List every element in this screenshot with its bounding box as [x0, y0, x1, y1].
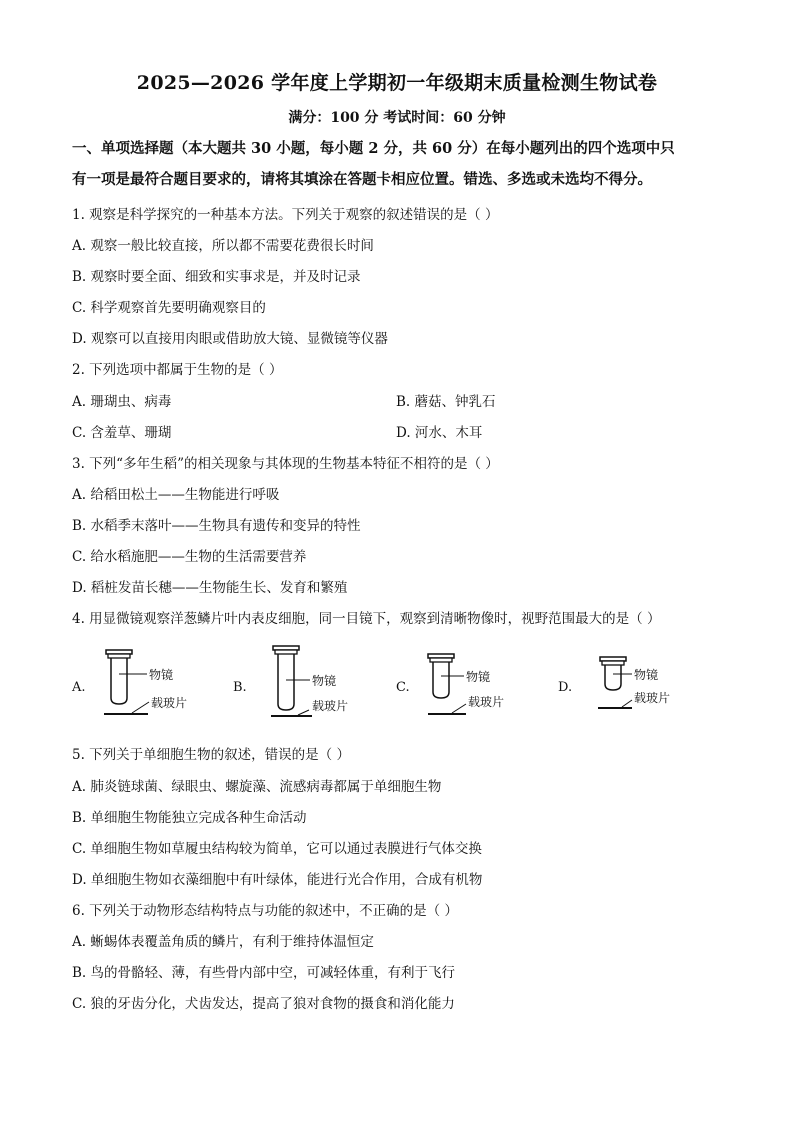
- figure-d-objective-label: 物镜: [634, 668, 659, 682]
- exam-title: 2025—2026 学年度上学期初一年级期末质量检测生物试卷: [136, 72, 658, 94]
- question-5-option-c: C. 单细胞生物如草履虫结构较为简单，它可以通过表膜进行气体交换: [72, 841, 482, 857]
- question-6-option-c: C. 狼的牙齿分化，犬齿发达，提高了狼对食物的摄食和消化能力: [72, 996, 455, 1012]
- question-2-option-d: D. 河水、木耳: [396, 425, 483, 441]
- question-6-stem: 6. 下列关于动物形态结构特点与功能的叙述中，不正确的是（ ）: [72, 903, 458, 919]
- microscope-objective-figure: [66, 640, 706, 725]
- figure-option-b-letter: B.: [233, 680, 247, 695]
- question-1-stem: 1. 观察是科学探究的一种基本方法。下列关于观察的叙述错误的是（ ）: [72, 207, 499, 223]
- question-2-stem: 2. 下列选项中都属于生物的是（ ）: [72, 362, 283, 378]
- question-4-stem: 4. 用显微镜观察洋葱鳞片叶内表皮细胞，同一目镜下，观察到清晰物像时，视野范围最大的是（ ）: [72, 611, 661, 627]
- figure-option-d: [558, 657, 670, 708]
- figure-b-objective-label: 物镜: [312, 674, 337, 688]
- section-heading-line1: 一、单项选择题（本大题共 30 小题，每小题 2 分，共 60 分）在每小题列出的四个选项中只: [72, 140, 675, 157]
- question-3-option-d: D. 稻桩发苗长穗——生物能生长、发育和繁殖: [72, 580, 348, 596]
- question-1-option-d: D. 观察可以直接用肉眼或借助放大镜、显微镜等仪器: [72, 331, 388, 347]
- question-2-option-a: A. 珊瑚虫、病毒: [72, 394, 172, 410]
- question-3-option-c: C. 给水稻施肥——生物的生活需要营养: [72, 549, 307, 565]
- figure-option-c-letter: C.: [396, 680, 410, 695]
- question-1-option-c: C. 科学观察首先要明确观察目的: [72, 300, 266, 316]
- figure-option-a: [71, 650, 187, 714]
- question-1-option-b: B. 观察时要全面、细致和实事求是，并及时记录: [72, 269, 361, 285]
- figure-d-slide-label: 载玻片: [634, 691, 671, 705]
- figure-option-d-letter: D.: [558, 680, 573, 695]
- exam-subtitle: 满分：100 分 考试时间：60 分钟: [288, 110, 506, 126]
- figure-option-a-letter: A.: [72, 680, 86, 695]
- figure-a-objective-label: 物镜: [149, 668, 174, 682]
- question-1-option-a: A. 观察一般比较直接，所以都不需要花费很长时间: [72, 238, 374, 254]
- figure-a-slide-label: 载玻片: [151, 696, 188, 710]
- figure-c-objective-label: 物镜: [466, 670, 491, 684]
- question-5-option-a: A. 肺炎链球菌、绿眼虫、螺旋藻、流感病毒都属于单细胞生物: [72, 779, 442, 795]
- figure-option-b: [233, 646, 348, 716]
- question-3-option-a: A. 给稻田松土——生物能进行呼吸: [72, 487, 280, 503]
- question-5-stem: 5. 下列关于单细胞生物的叙述，错误的是（ ）: [72, 747, 350, 763]
- question-2-option-c: C. 含羞草、珊瑚: [72, 425, 172, 441]
- question-5-option-b: B. 单细胞生物能独立完成各种生命活动: [72, 810, 307, 826]
- question-5-option-d: D. 单细胞生物如衣藻细胞中有叶绿体，能进行光合作用，合成有机物: [72, 872, 483, 888]
- figure-b-slide-label: 载玻片: [312, 699, 349, 713]
- question-3-stem: 3. 下列“多年生稻”的相关现象与其体现的生物基本特征不相符的是（ ）: [72, 456, 499, 472]
- figure-c-slide-label: 载玻片: [468, 695, 505, 709]
- question-2-option-b: B. 蘑菇、钟乳石: [396, 394, 496, 410]
- question-6-option-b: B. 鸟的骨骼轻、薄，有些骨内部中空，可减轻体重，有利于飞行: [72, 965, 456, 981]
- section-heading-line2: 有一项是最符合题目要求的，请将其填涂在答题卡相应位置。错选、多选或未选均不得分。: [72, 171, 652, 188]
- question-6-option-a: A. 蜥蜴体表覆盖角质的鳞片，有利于维持体温恒定: [72, 934, 374, 950]
- question-3-option-b: B. 水稻季末落叶——生物具有遗传和变异的特性: [72, 518, 361, 534]
- figure-option-c: [396, 654, 504, 714]
